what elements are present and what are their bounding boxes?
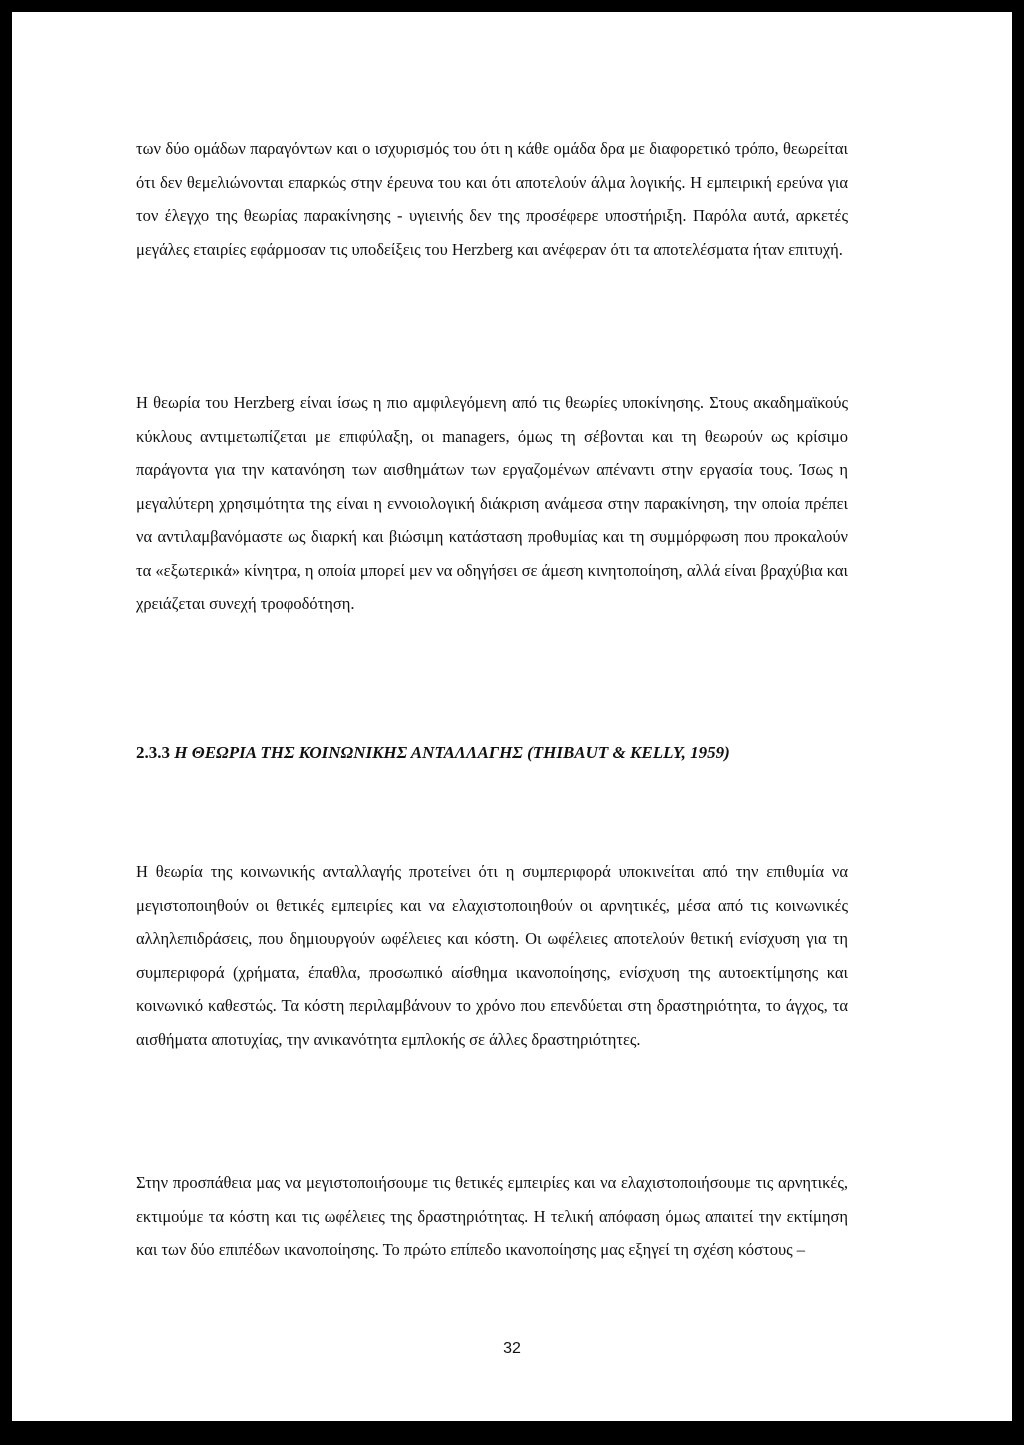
paragraph-social-exchange-theory: Η θεωρία της κοινωνικής ανταλλαγής προτείνει ότι η συμπεριφορά υποκινείται από την επιθυμία να μεγιστοποιηθούν οι θετικές εμπειρίες και να ελαχιστοποιηθούν οι αρνητικές, μέσα από τις κοινωνικές αλληλεπιδράσεις, που δημιουργούν ωφέλειες και κόστη. Οι ωφέλειες αποτελούν θετική ενίσχυση για τη συμπεριφορά (χρήματα, έπαθλα, προσωπικό αίσθημα ικανοποίησης, ενίσχυση της αυτοεκτίμησης και κοινωνικό καθεστώς. Τα κόστη περιλαμβάνουν το χρόνο που επενδύεται στη δραστηριότητα, το άγχος, τα αισθήματα αποτυχίας, την ανικανότητα εμπλοκής σε άλλες δραστηριότητες. (136, 862, 848, 1049)
paragraph-herzberg-assessment: Η θεωρία του Herzberg είναι ίσως η πιο αμφιλεγόμενη από τις θεωρίες υποκίνησης. Στους ακαδημαϊκούς κύκλους αντιμετωπίζεται με επιφύλαξη, οι managers, όμως τη σέβονται και τη θεωρούν ως κρίσιμο παράγοντα για την κατανόηση των αισθημάτων των εργαζομένων απέναντι στην εργασία τους. Ίσως η μεγαλύτερη χρησιμότητα της είναι η εννοιολογική διάκριση ανάμεσα στην παρακίνηση, την οποία πρέπει να αντιλαμβανόμαστε ως διαρκή και βιώσιμη κατάσταση προθυμίας και τη συμμόρφωση που προκαλούν τα «εξωτερικά» κίνητρα, η οποία μπορεί μεν να οδηγήσει σε άμεση κινητοποίηση, αλλά είναι βραχύβια και χρειάζεται συνεχή τροφοδότηση. (136, 393, 848, 613)
section-number: 2.3.3 (136, 743, 170, 762)
document-page (12, 12, 1012, 1421)
section-heading (136, 727, 848, 779)
paragraph-herzberg-criticism: των δύο ομάδων παραγόντων και ο ισχυρισμός του ότι η κάθε ομάδα δρα με διαφορετικό τρόπο, θεωρείται ότι δεν θεμελιώνονται επαρκώς στην έρευνα του και ότι αποτελούν άλμα λογικής. Η εμπειρική ερεύνα για τον έλεγχο της θεωρίας παρακίνησης - υγιεινής δεν της προσέφερε υποστήριξη. Παρόλα αυτά, αρκετές μεγάλες εταιρίες εφάρμοσαν τις υποδείξεις του Herzberg και ανέφεραν ότι τα αποτελέσματα ήταν επιτυχή. (136, 139, 848, 259)
section-title: Η ΘΕΩΡΙΑ ΤΗΣ ΚΟΙΝΩΝΙΚΗΣ ΑΝΤΑΛΛΑΓΗΣ (THIBAUT & KELLY, 1959) (174, 743, 730, 762)
paragraph-satisfaction-levels: Στην προσπάθεια μας να μεγιστοποιήσουμε τις θετικές εμπειρίες και να ελαχιστοποιήσουμε τις αρνητικές, εκτιμούμε τα κόστη και τις ωφέλειες της δραστηριότητας. Η τελική απόφαση όμως απαιτεί την εκτίμηση και των δύο επιπέδων ικανοποίησης. Το πρώτο επίπεδο ικανοποίησης μας εξηγεί τη σχέση κόστους – (136, 1173, 848, 1259)
page-number: 32 (503, 1340, 521, 1357)
